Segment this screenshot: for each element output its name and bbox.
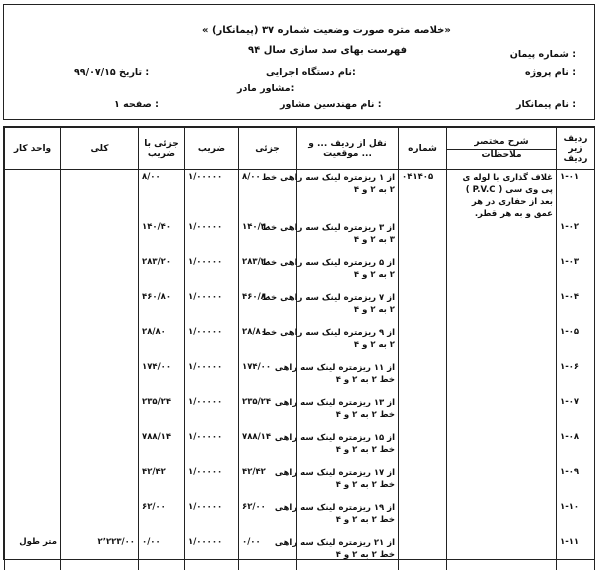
- cell-partial-factor: ۷۸۸/۱۴: [139, 430, 185, 465]
- cell-total: [61, 255, 139, 290]
- document-subtitle: فهرست بهای سد سازی سال ۹۴: [248, 45, 407, 56]
- cell-number: [399, 325, 447, 360]
- col-row: [557, 128, 595, 170]
- location-line-2: خط ۲ به ۲ و ۴: [300, 479, 395, 491]
- location-line-1: از ۱۹ ریزمتره لینک سه راهی: [300, 502, 395, 514]
- cell-unit: [5, 170, 61, 221]
- cell-description: [447, 430, 557, 465]
- cell-row-number: ۱-۰۶: [557, 360, 595, 395]
- page-value: ۱: [114, 99, 120, 110]
- cell-unit: [5, 395, 61, 430]
- cell-total: [61, 290, 139, 325]
- page-field: [114, 99, 159, 110]
- date-field: [74, 67, 149, 78]
- table-row: [5, 500, 595, 535]
- location-line-2: ۲ به ۲ و ۴: [300, 269, 395, 281]
- consultant-engineer-label: نام مهندسین مشاور :: [280, 99, 382, 110]
- cell-factor: ۱/۰۰۰۰۰: [185, 430, 239, 465]
- cell-unit: متر طول: [5, 535, 61, 570]
- col-partial: جزئی: [239, 128, 297, 170]
- table-row: [5, 535, 595, 570]
- cell-location: [297, 500, 399, 535]
- cell-unit: [5, 220, 61, 255]
- col-description: [447, 128, 557, 170]
- cell-number: [399, 465, 447, 500]
- cell-unit: [5, 290, 61, 325]
- cell-total: [61, 395, 139, 430]
- cell-partial: ۲۸۳/۲۰: [239, 255, 297, 290]
- cell-description: [447, 395, 557, 430]
- cell-row-number: ۱-۰۷: [557, 395, 595, 430]
- cell-unit: [5, 255, 61, 290]
- date-label: تاریخ :: [119, 67, 149, 78]
- cell-unit: [5, 360, 61, 395]
- location-line-2: خط ۲ به ۲ و ۴: [300, 374, 395, 386]
- cell-partial: ۱۷۴/۰۰: [239, 360, 297, 395]
- cell-unit: [5, 430, 61, 465]
- col-factor: ضریب: [185, 128, 239, 170]
- cell-total: [61, 325, 139, 360]
- cell-partial-factor: ۴۶۰/۸۰: [139, 290, 185, 325]
- cell-factor: ۱/۰۰۰۰۰: [185, 465, 239, 500]
- location-line-1: از ۱۷ ریزمتره لینک سه راهی: [300, 467, 395, 479]
- cell-partial-factor: ۲۸/۸۰: [139, 325, 185, 360]
- cell-location: [297, 220, 399, 255]
- page-label: صفحه :: [123, 99, 159, 110]
- cell-number: [399, 360, 447, 395]
- table-row: [5, 360, 595, 395]
- location-line-2: ۳ به ۲ و ۴: [300, 234, 395, 246]
- cell-number: [399, 500, 447, 535]
- cell-factor: ۱/۰۰۰۰۰: [185, 360, 239, 395]
- location-line-1: از ۲۱ ریزمتره لینک سه راهی: [300, 537, 395, 549]
- location-line-1: از ۱۱ ریزمتره لینک سه راهی: [300, 362, 395, 374]
- cell-location: [297, 255, 399, 290]
- cell-description: [447, 220, 557, 255]
- cell-factor: ۱/۰۰۰۰۰: [185, 290, 239, 325]
- cell-partial-factor: ۴۲/۴۲: [139, 465, 185, 500]
- col-description-title: شرح مختصر: [447, 137, 556, 150]
- cell-description: [447, 360, 557, 395]
- cell-total: [61, 430, 139, 465]
- location-line-2: خط ۲ به ۲ و ۴: [300, 444, 395, 456]
- cell-description: [447, 255, 557, 290]
- location-line-1: از ۱ ریزمتره لینک سه راهی خط: [300, 172, 395, 184]
- cell-partial-factor: ۱۴۰/۴۰: [139, 220, 185, 255]
- table-row: [5, 290, 595, 325]
- table-header-row: [5, 128, 595, 170]
- col-total: کلی: [61, 128, 139, 170]
- contract-number-label: شماره پیمان :: [510, 49, 576, 60]
- document-title: « خلاصه متره صورت وضعیت شماره ۳۷ (پیمانکار)»: [202, 25, 451, 36]
- cell-row-number: ۱-۰۸: [557, 430, 595, 465]
- project-name-label: نام پروژه :: [525, 67, 576, 78]
- cell-description: غلاف گذاری با لوله ی پی وی سی ( P.V.C ) بعد از حفاری در هر عمق و به هر قطر.: [447, 170, 557, 221]
- cell-location: [297, 395, 399, 430]
- location-line-2: ۲ به ۲ و ۴: [300, 184, 395, 196]
- cell-row-number: ۱-۱۱: [557, 535, 595, 570]
- cell-unit: [5, 325, 61, 360]
- table-row: [5, 325, 595, 360]
- cell-partial-factor: ۱۷۴/۰۰: [139, 360, 185, 395]
- measurement-table: [4, 127, 595, 570]
- cell-partial-factor: ۶۲/۰۰: [139, 500, 185, 535]
- cell-location: [297, 430, 399, 465]
- cell-partial-factor: ۸/۰۰: [139, 170, 185, 221]
- location-line-2: خط ۲ به ۲ و ۴: [300, 514, 395, 526]
- cell-location: [297, 290, 399, 325]
- executive-agency-label: نام دستگاه اجرایی:: [266, 67, 356, 78]
- cell-row-number: ۱-۱۰: [557, 500, 595, 535]
- table-row: [5, 255, 595, 290]
- cell-total: [61, 170, 139, 221]
- cell-description: [447, 325, 557, 360]
- cell-partial: ۲۳۵/۲۴: [239, 395, 297, 430]
- location-line-1: از ۱۵ ریزمتره لینک سه راهی: [300, 432, 395, 444]
- cell-total: [61, 360, 139, 395]
- cell-number: [399, 535, 447, 570]
- location-line-1: از ۵ ریزمتره لینک سه راهی خط: [300, 257, 395, 269]
- cell-description: [447, 465, 557, 500]
- location-line-1: از ۷ ریزمتره لینک سه راهی خط: [300, 292, 395, 304]
- location-line-1: از ۳ ریزمتره لینک سه راهی خط: [300, 222, 395, 234]
- cell-row-number: ۱-۰۱: [557, 170, 595, 221]
- cell-number: [399, 395, 447, 430]
- location-line-2: ۲ به ۲ و ۴: [300, 304, 395, 316]
- mother-consultant-label: مشاور مادر:: [237, 83, 294, 94]
- cell-partial: ۷۸۸/۱۴: [239, 430, 297, 465]
- cell-total: [61, 465, 139, 500]
- cell-total: [61, 500, 139, 535]
- col-partial-factor: جزئی با ضریب: [139, 128, 185, 170]
- cell-row-number: ۱-۰۴: [557, 290, 595, 325]
- cell-factor: ۱/۰۰۰۰۰: [185, 255, 239, 290]
- document-header: [3, 4, 595, 120]
- col-sub-row-title: زیر ردیف: [557, 144, 594, 164]
- location-line-2: خط ۲ به ۲ و ۴: [300, 409, 395, 421]
- cell-partial-factor: ۲۳۵/۲۴: [139, 395, 185, 430]
- location-line-1: از ۱۳ ریزمتره لینک سه راهی: [300, 397, 395, 409]
- col-unit: واحد کار: [5, 128, 61, 170]
- cell-partial: ۸/۰۰: [239, 170, 297, 221]
- table-row: [5, 395, 595, 430]
- cell-description: [447, 500, 557, 535]
- cell-row-number: ۱-۰۲: [557, 220, 595, 255]
- cell-partial: ۲۸/۸۰: [239, 325, 297, 360]
- cell-total: ۲٬۲۲۳/۰۰: [61, 535, 139, 570]
- cell-factor: ۱/۰۰۰۰۰: [185, 500, 239, 535]
- cell-factor: ۱/۰۰۰۰۰: [185, 535, 239, 570]
- table-row: [5, 170, 595, 221]
- cell-number: [399, 430, 447, 465]
- cell-number: [399, 255, 447, 290]
- cell-row-number: ۱-۰۵: [557, 325, 595, 360]
- cell-unit: [5, 465, 61, 500]
- contractor-name-label: نام پیمانکار :: [516, 99, 576, 110]
- cell-factor: ۱/۰۰۰۰۰: [185, 220, 239, 255]
- cell-partial: ۰/۰۰: [239, 535, 297, 570]
- col-remarks-title: ملاحظات: [481, 150, 521, 160]
- cell-factor: ۱/۰۰۰۰۰: [185, 170, 239, 221]
- location-line-2: خط ۲ به ۲ و ۴: [300, 549, 395, 561]
- cell-row-number: ۱-۰۳: [557, 255, 595, 290]
- cell-location: [297, 170, 399, 221]
- cell-partial: ۱۴۰/۴۰: [239, 220, 297, 255]
- location-line-1: از ۹ ریزمتره لینک سه راهی خط: [300, 327, 395, 339]
- cell-partial: ۶۲/۰۰: [239, 500, 297, 535]
- table-body: [5, 170, 595, 570]
- table-row: [5, 220, 595, 255]
- date-value: ۹۹/۰۷/۱۵: [74, 67, 116, 78]
- cell-number: [399, 290, 447, 325]
- cell-partial-factor: ۲۸۳/۲۰: [139, 255, 185, 290]
- cell-number: [399, 220, 447, 255]
- cell-description: [447, 290, 557, 325]
- cell-description: [447, 535, 557, 570]
- cell-partial: ۴۶۰/۸۰: [239, 290, 297, 325]
- cell-total: [61, 220, 139, 255]
- cell-location: [297, 325, 399, 360]
- col-number: شماره: [399, 128, 447, 170]
- cell-partial-factor: ۰/۰۰: [139, 535, 185, 570]
- table-row: [5, 465, 595, 500]
- cell-row-number: ۱-۰۹: [557, 465, 595, 500]
- cell-location: [297, 535, 399, 570]
- col-row-title: ردیف: [557, 134, 594, 144]
- cell-location: [297, 465, 399, 500]
- cell-partial: ۴۲/۴۲: [239, 465, 297, 500]
- measurement-table-container: [3, 126, 595, 560]
- location-line-2: ۲ به ۲ و ۴: [300, 339, 395, 351]
- table-row: [5, 430, 595, 465]
- col-from-row: نقل از ردیف ... و موقعیت ...: [297, 128, 399, 170]
- cell-factor: ۱/۰۰۰۰۰: [185, 325, 239, 360]
- cell-location: [297, 360, 399, 395]
- cell-unit: [5, 500, 61, 535]
- cell-number: ۰۴۱۴۰۵: [399, 170, 447, 221]
- cell-factor: ۱/۰۰۰۰۰: [185, 395, 239, 430]
